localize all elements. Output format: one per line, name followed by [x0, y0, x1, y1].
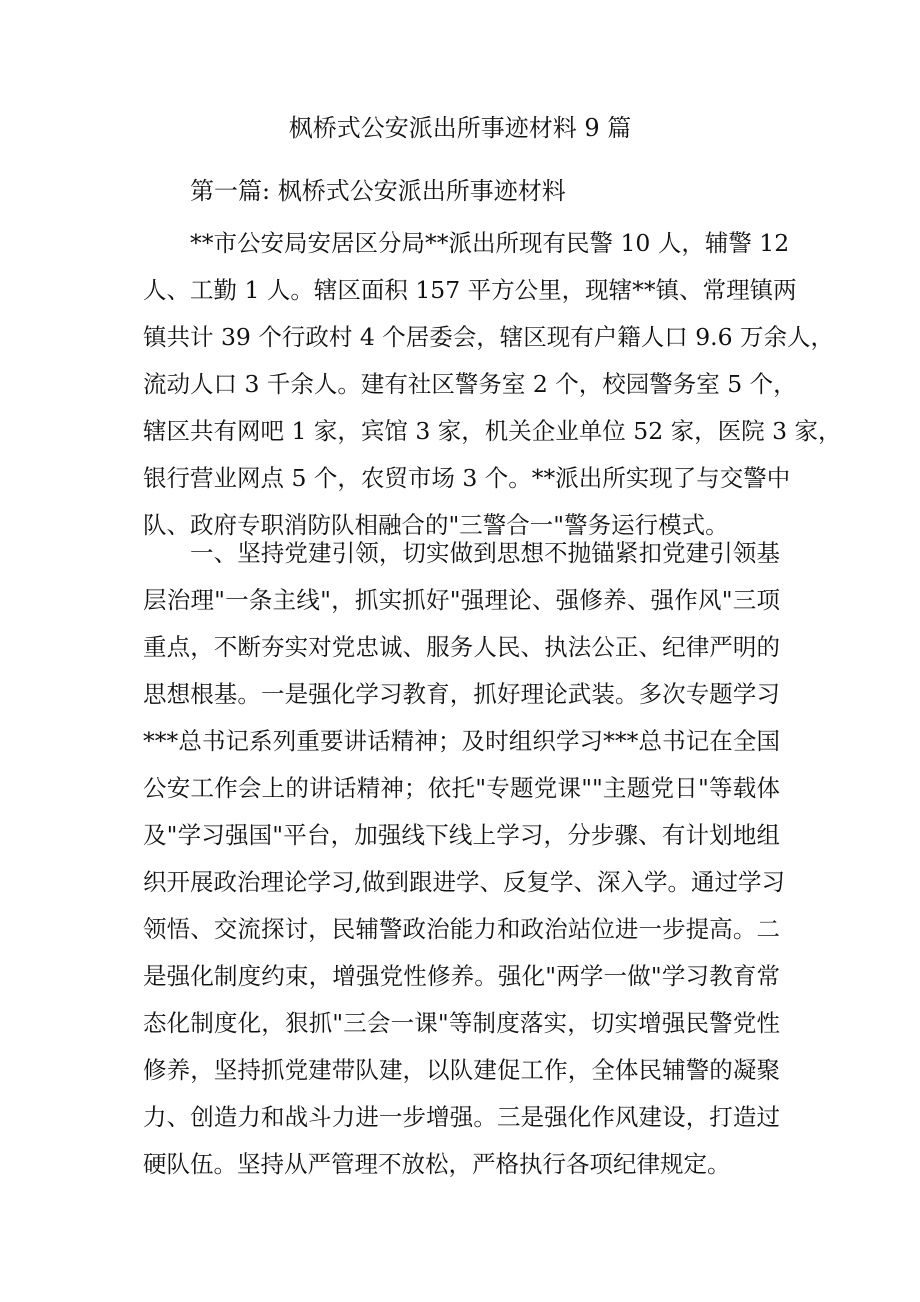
paragraph-line: 银行营业网点 5 个，农贸市场 3 个。**派出所实现了与交警中 — [143, 464, 791, 492]
paragraph-2 — [143, 530, 785, 1188]
paragraph-line: 层治理"一条主线"，抓实抓好"强理论、强修养、强作风"三项 — [143, 586, 780, 614]
paragraph-line: 镇共计 39 个行政村 4 个居委会，辖区现有户籍人口 9.6 万余人， — [143, 323, 835, 351]
paragraph-line: **市公安局安居区分局**派出所现有民警 10 人，辅警 12 — [190, 229, 790, 257]
document-title: 枫桥式公安派出所事迹材料 9 篇 — [288, 114, 632, 142]
paragraph-1 — [143, 220, 842, 549]
paragraph-line: 辖区共有网吧 1 家，宾馆 3 家，机关企业单位 52 家，医院 3 家， — [143, 417, 842, 445]
paragraph-line: 公安工作会上的讲话精神；依托"专题党课""主题党日"等载体 — [143, 774, 780, 802]
paragraph-line: 领悟、交流探讨，民辅警政治能力和政治站位进一步提高。二 — [143, 915, 780, 943]
paragraph-line: 一、坚持党建引领，切实做到思想不抛锚紧扣党建引领基 — [190, 539, 780, 567]
paragraph-line: 队、政府专职消防队相融合的"三警合一"警务运行模式。 — [143, 511, 729, 539]
paragraph-line: 人、工勤 1 人。辖区面积 157 平方公里，现辖**镇、常理镇两 — [143, 276, 797, 304]
paragraph-line: ***总书记系列重要讲话精神；及时组织学习***总书记在全国 — [143, 727, 780, 755]
paragraph-line: 力、创造力和战斗力进一步增强。三是强化作风建设，打造过 — [143, 1103, 780, 1131]
paragraph-line: 修养，坚持抓党建带队建，以队建促工作，全体民辅警的凝聚 — [143, 1056, 780, 1084]
paragraph-line: 是强化制度约束，增强党性修养。强化"两学一做"学习教育常 — [143, 962, 780, 990]
section-heading: 第一篇: 枫桥式公安派出所事迹材料 — [190, 177, 566, 205]
paragraph-line: 重点，不断夯实对党忠诚、服务人民、执法公正、纪律严明的 — [143, 633, 780, 661]
paragraph-line: 织开展政治理论学习,做到跟进学、反复学、深入学。通过学习 — [143, 868, 785, 896]
paragraph-line: 思想根基。一是强化学习教育，抓好理论武装。多次专题学习 — [143, 680, 780, 708]
paragraph-line: 硬队伍。坚持从严管理不放松，严格执行各项纪律规定。 — [143, 1150, 731, 1178]
paragraph-line: 及"学习强国"平台，加强线下线上学习，分步骤、有计划地组 — [143, 821, 780, 849]
paragraph-line: 流动人口 3 千余人。建有社区警务室 2 个，校园警务室 5 个， — [143, 370, 797, 398]
paragraph-line: 态化制度化，狠抓"三会一课"等制度落实，切实增强民警党性 — [143, 1009, 780, 1037]
